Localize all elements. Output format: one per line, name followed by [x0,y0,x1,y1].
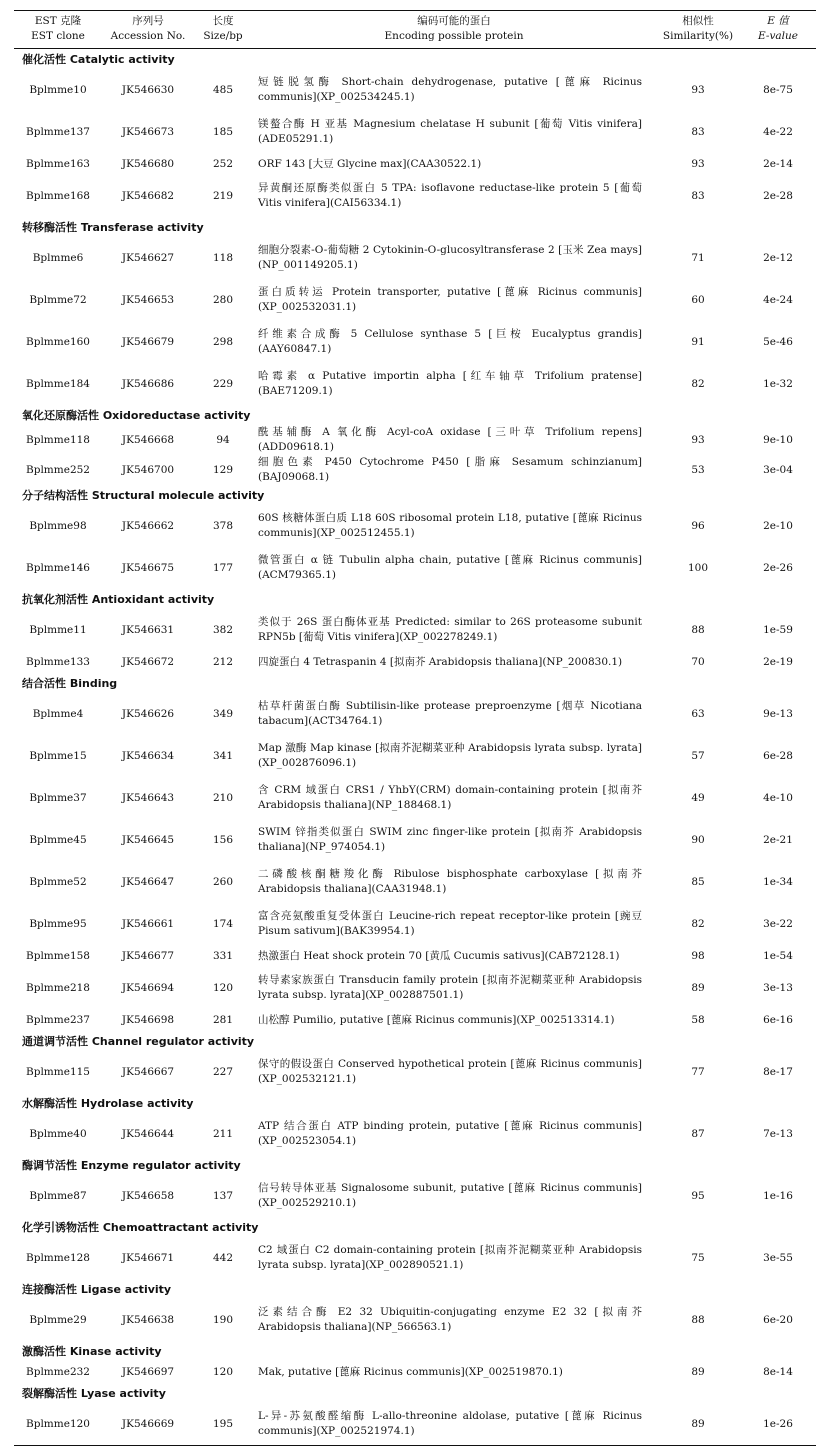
table-header [14,11,816,49]
protein-cell: 短链脱氢酶 Short-chain dehydrogenase, putative [蓖麻 Ricinus communis](XP_002534245.1) [258,76,642,103]
similarity-cell: 89 [691,981,705,994]
est-clone-cell: Bplmme95 [29,917,87,930]
est-clone-cell: Bplmme29 [29,1313,87,1326]
table-row [14,455,816,485]
est-clone-cell: Bplmme160 [26,335,90,348]
protein-cell: 蛋白质转运 Protein transporter, putative [蓖麻 Ricinus communis](XP_002532031.1) [258,286,642,313]
evalue-cell: 3e-55 [763,1251,793,1264]
size-cell: 211 [212,1127,234,1140]
table-row [14,819,816,861]
protein-cell: L-异-苏氨酸醛缩酶 L-allo-threonine aldolase, putative [蓖麻 Ricinus communis](XP_002521974.1) [258,1410,642,1437]
accession-cell: JK546680 [121,157,175,170]
evalue-cell: 1e-16 [763,1189,793,1202]
size-cell: 195 [212,1417,234,1430]
category-label: 水解酶活性 Hydrolase activity [22,1097,194,1110]
similarity-cell: 75 [691,1251,705,1264]
est-clone-cell: Bplmme146 [26,561,90,574]
table-row [14,505,816,547]
evalue-cell: 8e-17 [763,1065,793,1078]
similarity-cell: 70 [691,655,705,668]
table-row [14,693,816,735]
size-cell: 442 [212,1251,234,1264]
header-len-zh: 长度 [212,15,234,27]
evalue-cell: 1e-34 [763,875,793,888]
evalue-cell: 1e-54 [763,949,793,962]
accession-cell: JK546697 [121,1365,175,1378]
accession-cell: JK546634 [121,749,175,762]
size-cell: 219 [212,189,234,202]
protein-cell: 细胞分裂素-O-葡萄糖 2 Cytokinin-O-glucosyltransferase 2 [玉米 Zea mays](NP_001149205.1) [258,244,642,271]
evalue-cell: 2e-10 [763,519,793,532]
accession-cell: JK546667 [121,1065,175,1078]
accession-cell: JK546682 [121,189,175,202]
est-clone-cell: Bplmme10 [29,83,87,96]
evalue-cell: 2e-12 [763,251,793,264]
table-row [14,1113,816,1155]
evalue-cell: 5e-46 [763,335,793,348]
accession-cell: JK546675 [121,561,175,574]
size-cell: 129 [212,463,234,476]
header-ev-en: E-value [758,30,798,42]
header-est-clone [14,11,102,49]
evalue-cell: 2e-26 [763,561,793,574]
category-label: 分子结构活性 Structural molecule activity [22,489,265,502]
category-row [14,589,816,609]
est-clone-cell: Bplmme237 [26,1013,90,1026]
est-clone-cell: Bplmme40 [29,1127,87,1140]
header-est-en: EST clone [31,30,85,42]
header-len-en: Size/bp [203,30,243,42]
accession-cell: JK546626 [121,707,175,720]
similarity-cell: 83 [691,189,705,202]
table-row [14,425,816,455]
est-clone-cell: Bplmme11 [29,623,87,636]
table-row [14,1403,816,1446]
evalue-cell: 9e-13 [763,707,793,720]
evalue-cell: 6e-28 [763,749,793,762]
similarity-cell: 58 [691,1013,705,1026]
similarity-cell: 93 [691,433,705,446]
category-label: 结合活性 Binding [22,677,118,690]
category-row [14,1093,816,1113]
est-clone-cell: Bplmme232 [26,1365,90,1378]
size-cell: 137 [212,1189,234,1202]
evalue-cell: 8e-75 [763,83,793,96]
evalue-cell: 1e-59 [763,623,793,636]
similarity-cell: 100 [687,561,709,574]
category-label: 激酶活性 Kinase activity [22,1345,162,1358]
similarity-cell: 60 [691,293,705,306]
table-row [14,609,816,651]
table-row [14,1051,816,1093]
evalue-cell: 4e-24 [763,293,793,306]
size-cell: 120 [212,981,234,994]
evalue-cell: 3e-22 [763,917,793,930]
similarity-cell: 96 [691,519,705,532]
accession-cell: JK546658 [121,1189,175,1202]
est-clone-cell: Bplmme118 [26,433,90,446]
est-clone-cell: Bplmme184 [26,377,90,390]
est-clone-cell: Bplmme120 [26,1417,90,1430]
similarity-cell: 93 [691,83,705,96]
table-row [14,651,816,673]
size-cell: 229 [212,377,234,390]
category-label: 连接酶活性 Ligase activity [22,1283,172,1296]
similarity-cell: 85 [691,875,705,888]
similarity-cell: 71 [691,251,705,264]
category-row [14,1383,816,1403]
protein-cell: 纤维素合成酶 5 Cellulose synthase 5 [巨桉 Eucalyptus grandis](AAY60847.1) [258,328,642,355]
size-cell: 260 [212,875,234,888]
header-accession [102,11,194,49]
similarity-cell: 98 [691,949,705,962]
size-cell: 227 [212,1065,234,1078]
similarity-cell: 82 [691,917,705,930]
similarity-cell: 93 [691,157,705,170]
header-sim-en: Similarity(%) [662,30,734,42]
est-clone-cell: Bplmme168 [26,189,90,202]
protein-cell: 60S 核糖体蛋白质 L18 60S ribosomal protein L18, putative [蓖麻 Ricinus communis](XP_002512455.1) [258,512,642,539]
est-clone-cell: Bplmme45 [29,833,87,846]
category-label: 催化活性 Catalytic activity [22,53,175,66]
category-label: 通道调节活性 Channel regulator activity [22,1035,255,1048]
evalue-cell: 3e-13 [763,981,793,994]
similarity-cell: 89 [691,1365,705,1378]
protein-cell: 微管蛋白 α 链 Tubulin alpha chain, putative [蓖麻 Ricinus communis](ACM79365.1) [258,554,642,581]
table-row [14,861,816,903]
accession-cell: JK546645 [121,833,175,846]
est-clone-cell: Bplmme4 [32,707,84,720]
accession-cell: JK546627 [121,251,175,264]
accession-cell: JK546644 [121,1127,175,1140]
header-similarity [656,11,740,49]
est-clone-cell: Bplmme98 [29,519,87,532]
est-clone-cell: Bplmme87 [29,1189,87,1202]
est-clone-cell: Bplmme15 [29,749,87,762]
protein-cell: 二磷酸核酮糖羧化酶 Ribulose bisphosphate carboxylase [拟南芥 Arabidopsis thaliana](CAA31948.1) [258,868,642,895]
accession-cell: JK546661 [121,917,175,930]
accession-cell: JK546630 [121,83,175,96]
evalue-cell: 2e-28 [763,189,793,202]
category-label: 转移酶活性 Transferase activity [22,221,204,234]
protein-cell: C2 域蛋白 C2 domain-containing protein [拟南芥泥糊菜亚种 Arabidopsis lyrata subsp. lyrata](XP_002890521.1) [258,1244,642,1271]
est-clone-cell: Bplmme128 [26,1251,90,1264]
category-row [14,217,816,237]
size-cell: 485 [212,83,234,96]
size-cell: 190 [212,1313,234,1326]
similarity-cell: 49 [691,791,705,804]
est-table [14,10,816,1446]
table-row [14,1361,816,1383]
category-row [14,1279,816,1299]
evalue-cell: 6e-20 [763,1313,793,1326]
size-cell: 94 [216,433,230,446]
est-clone-cell: Bplmme115 [26,1065,90,1078]
accession-cell: JK546698 [121,1013,175,1026]
similarity-cell: 90 [691,833,705,846]
size-cell: 212 [212,655,234,668]
evalue-cell: 1e-32 [763,377,793,390]
category-label: 化学引诱物活性 Chemoattractant activity [22,1221,259,1234]
category-label: 抗氧化剂活性 Antioxidant activity [22,593,215,606]
accession-cell: JK546700 [121,463,175,476]
table-row [14,1299,816,1341]
evalue-cell: 2e-14 [763,157,793,170]
header-ev-zh: E 值 [767,15,789,27]
category-row [14,1155,816,1175]
category-label: 裂解酶活性 Lyase activity [22,1387,166,1400]
table-row [14,153,816,175]
table-row [14,279,816,321]
table-row [14,1009,816,1031]
table-row [14,175,816,217]
accession-cell: JK546638 [121,1313,175,1326]
size-cell: 118 [212,251,234,264]
size-cell: 378 [212,519,234,532]
est-clone-cell: Bplmme137 [26,125,90,138]
evalue-cell: 1e-26 [763,1417,793,1430]
protein-cell: 哈霉素 α Putative importin alpha [红车轴草 Trifolium pratense](BAE71209.1) [258,370,642,397]
table-row [14,69,816,111]
size-cell: 120 [212,1365,234,1378]
est-clone-cell: Bplmme218 [26,981,90,994]
similarity-cell: 63 [691,707,705,720]
similarity-cell: 88 [691,1313,705,1326]
header-size [194,11,252,49]
protein-cell: 富含亮氨酸重复受体蛋白 Leucine-rich repeat receptor-like protein [豌豆 Pisum sativum](BAK39954.1) [258,910,642,937]
size-cell: 280 [212,293,234,306]
size-cell: 177 [212,561,234,574]
header-sim-zh: 相似性 [682,15,714,27]
evalue-cell: 3e-04 [763,463,793,476]
protein-cell: Mak, putative [蓖麻 Ricinus communis](XP_002519870.1) [258,1365,563,1378]
accession-cell: JK546686 [121,377,175,390]
protein-cell: ATP 结合蛋白 ATP binding protein, putative [蓖麻 Ricinus communis](XP_002523054.1) [258,1120,642,1147]
protein-cell: 热激蛋白 Heat shock protein 70 [黄瓜 Cucumis sativus](CAB72128.1) [258,949,620,962]
accession-cell: JK546662 [121,519,175,532]
protein-cell: 信号转导体亚基 Signalosome subunit, putative [蓖麻 Ricinus communis](XP_002529210.1) [258,1182,642,1209]
size-cell: 281 [212,1013,234,1026]
category-label: 氧化还原酶活性 Oxidoreductase activity [22,409,251,422]
protein-cell: 细胞色素 P450 Cytochrome P450 [脂麻 Sesamum schinzianum](BAJ09068.1) [258,456,642,483]
evalue-cell: 9e-10 [763,433,793,446]
category-row [14,1031,816,1051]
accession-cell: JK546672 [121,655,175,668]
category-row [14,485,816,505]
table-row [14,111,816,153]
table-row [14,1175,816,1217]
header-evalue [740,11,816,49]
size-cell: 156 [212,833,234,846]
accession-cell: JK546653 [121,293,175,306]
accession-cell: JK546677 [121,949,175,962]
similarity-cell: 91 [691,335,705,348]
accession-cell: JK546668 [121,433,175,446]
table-row [14,967,816,1009]
header-prot-zh: 编码可能的蛋白 [417,15,491,27]
size-cell: 349 [212,707,234,720]
protein-cell: 枯草杆菌蛋白酶 Subtilisin-like protease preproenzyme [烟草 Nicotiana tabacum](ACT34764.1) [258,700,642,727]
category-row [14,673,816,693]
size-cell: 298 [212,335,234,348]
table-row [14,363,816,405]
protein-cell: 四旋蛋白 4 Tetraspanin 4 [拟南芥 Arabidopsis thaliana](NP_200830.1) [258,655,623,668]
protein-cell: 转导素家族蛋白 Transducin family protein [拟南芥泥糊菜亚种 Arabidopsis lyrata subsp. lyrata](XP_002887501.1) [258,974,642,1001]
accession-cell: JK546673 [121,125,175,138]
accession-cell: JK546647 [121,875,175,888]
protein-cell: 异黄酮还原酶类似蛋白 5 TPA: isoflavone reductase-like protein 5 [葡萄 Vitis vinifera](CAI56334.1) [258,182,642,209]
accession-cell: JK546694 [121,981,175,994]
accession-cell: JK546669 [121,1417,175,1430]
similarity-cell: 57 [691,749,705,762]
similarity-cell: 53 [691,463,705,476]
similarity-cell: 87 [691,1127,705,1140]
size-cell: 185 [212,125,234,138]
table-row [14,1237,816,1279]
protein-cell: Map 激酶 Map kinase [拟南芥泥糊菜亚种 Arabidopsis lyrata subsp. lyrata](XP_002876096.1) [258,742,642,769]
evalue-cell: 2e-19 [763,655,793,668]
table-row [14,321,816,363]
size-cell: 382 [212,623,234,636]
protein-cell: 类似于 26S 蛋白酶体亚基 Predicted: similar to 26S proteasome subunit RPN5b [葡萄 Vitis vinifera](XP_002278249.1) [258,616,642,643]
est-clone-cell: Bplmme163 [26,157,90,170]
evalue-cell: 4e-10 [763,791,793,804]
accession-cell: JK546631 [121,623,175,636]
table-row [14,237,816,279]
est-clone-cell: Bplmme252 [26,463,90,476]
size-cell: 174 [212,917,234,930]
protein-cell: SWIM 锌指类似蛋白 SWIM zinc finger-like protein [拟南芥 Arabidopsis thaliana](NP_974054.1) [258,826,642,853]
evalue-cell: 4e-22 [763,125,793,138]
protein-cell: 含 CRM 域蛋白 CRS1 / YhbY(CRM) domain-containing protein [拟南芥 Arabidopsis thaliana](NP_188468.1) [258,784,642,811]
size-cell: 341 [212,749,234,762]
protein-cell: 酰基辅酶 A 氧化酶 Acyl-coA oxidase [三叶草 Trifolium repens](ADD09618.1) [258,426,642,453]
header-est-zh: EST 克隆 [34,15,82,27]
table-row [14,777,816,819]
table-row [14,547,816,589]
evalue-cell: 7e-13 [763,1127,793,1140]
category-row [14,1341,816,1361]
est-clone-cell: Bplmme158 [26,949,90,962]
est-clone-cell: Bplmme37 [29,791,87,804]
evalue-cell: 8e-14 [763,1365,793,1378]
table-row [14,945,816,967]
category-row [14,49,816,70]
accession-cell: JK546643 [121,791,175,804]
similarity-cell: 83 [691,125,705,138]
similarity-cell: 88 [691,623,705,636]
protein-cell: 镁螯合酶 H 亚基 Magnesium chelatase H subunit [葡萄 Vitis vinifera](ADE05291.1) [258,118,642,145]
similarity-cell: 77 [691,1065,705,1078]
accession-cell: JK546679 [121,335,175,348]
accession-cell: JK546671 [121,1251,175,1264]
size-cell: 252 [212,157,234,170]
evalue-cell: 6e-16 [763,1013,793,1026]
est-clone-cell: Bplmme6 [32,251,84,264]
protein-cell: ORF 143 [大豆 Glycine max](CAA30522.1) [258,157,482,170]
evalue-cell: 2e-21 [763,833,793,846]
table-row [14,735,816,777]
header-protein [252,11,656,49]
table-row [14,903,816,945]
size-cell: 210 [212,791,234,804]
est-clone-cell: Bplmme133 [26,655,90,668]
table-body [14,49,816,1446]
category-row [14,1217,816,1237]
similarity-cell: 82 [691,377,705,390]
similarity-cell: 95 [691,1189,705,1202]
category-row [14,405,816,425]
protein-cell: 山松醇 Pumilio, putative [蓖麻 Ricinus communis](XP_002513314.1) [258,1013,615,1026]
protein-cell: 泛素结合酶 E2 32 Ubiquitin-conjugating enzyme E2 32 [拟南芥 Arabidopsis thaliana](NP_566563.1) [258,1306,642,1333]
protein-cell: 保守的假设蛋白 Conserved hypothetical protein [蓖麻 Ricinus communis](XP_002532121.1) [258,1058,642,1085]
header-acc-zh: 序列号 [132,15,164,27]
similarity-cell: 89 [691,1417,705,1430]
est-clone-cell: Bplmme72 [29,293,87,306]
header-acc-en: Accession No. [110,30,186,42]
est-clone-cell: Bplmme52 [29,875,87,888]
header-prot-en: Encoding possible protein [384,30,524,42]
category-label: 酶调节活性 Enzyme regulator activity [22,1159,241,1172]
size-cell: 331 [212,949,234,962]
